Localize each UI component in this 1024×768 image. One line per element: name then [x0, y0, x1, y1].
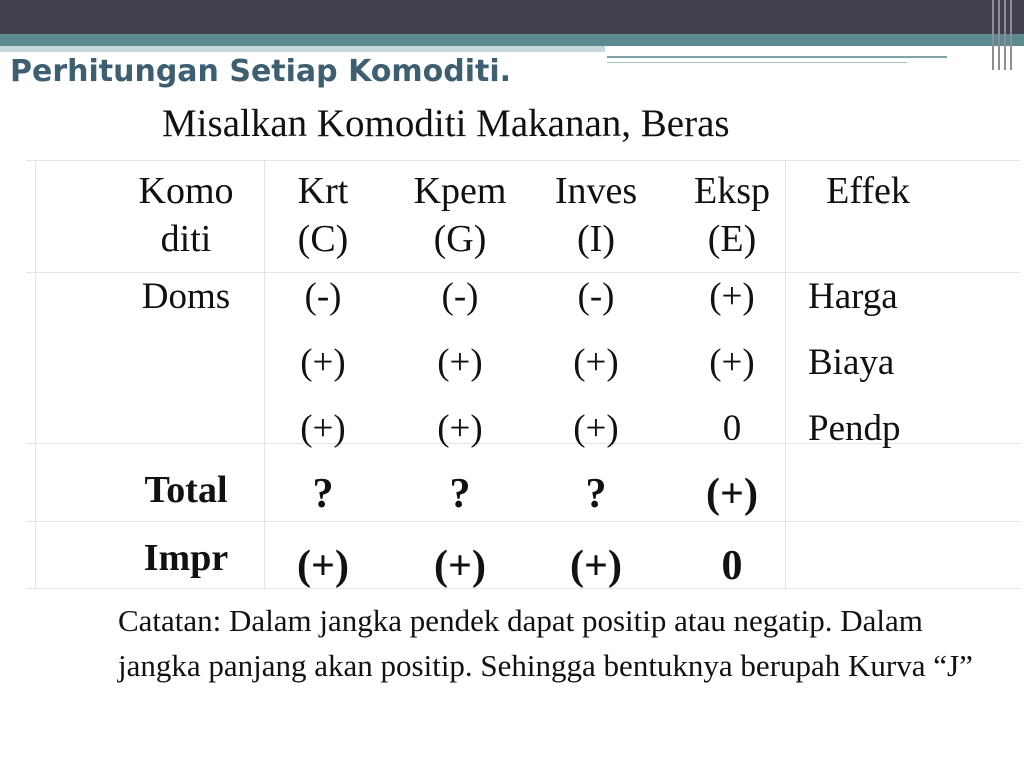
- table-cell: (+): [709, 342, 755, 383]
- header-rail: [992, 0, 994, 70]
- table-cell: (+): [570, 543, 622, 589]
- table-grid-line: [785, 160, 786, 590]
- header-line: Krt: [297, 170, 349, 212]
- row-label-impr: Impr: [143, 537, 229, 579]
- header-line: (I): [577, 218, 615, 260]
- header-line: Komo: [138, 170, 234, 212]
- header-line: Kpem: [413, 170, 507, 212]
- header-line: diti: [160, 218, 212, 260]
- footnote: Catatan: Dalam jangka pendek dapat positip atau negatip. Dalam jangka panjang akan positip. Sehingga bentuknya berupah Kurva “J”: [118, 603, 973, 683]
- table-cell: (+): [573, 342, 619, 383]
- header-bar-teal: [0, 34, 1024, 46]
- table-header-effek: [812, 167, 924, 215]
- header-line: Eksp: [694, 170, 770, 212]
- table-header-krt: [278, 167, 368, 263]
- effect-label: Harga: [808, 276, 898, 317]
- table-cell: (+): [297, 543, 349, 589]
- header-line: Inves: [554, 170, 638, 212]
- table-header-eksp: [680, 167, 784, 263]
- header-rail: [1004, 0, 1006, 70]
- table-cell: (+): [434, 543, 486, 589]
- table-cell: (+): [300, 342, 346, 383]
- effect-label: Pendp: [808, 408, 901, 449]
- slide-title: Perhitungan Setiap Komoditi.: [10, 54, 512, 89]
- header-bar-dark: [0, 0, 1024, 34]
- header-line: (G): [433, 218, 487, 260]
- table-grid-line: [35, 160, 36, 590]
- table-cell: 0: [722, 408, 742, 449]
- table-grid-line: [26, 588, 1020, 589]
- table-cell: 0: [721, 543, 743, 589]
- header-line: (E): [707, 218, 757, 260]
- header-accent-line: [607, 56, 947, 58]
- slide-subtitle: Misalkan Komoditi Makanan, Beras: [162, 102, 730, 145]
- table-cell: ?: [585, 471, 607, 517]
- table-header-commodity: [118, 167, 254, 263]
- table-grid-line: [26, 272, 1020, 273]
- table-cell: ?: [449, 471, 471, 517]
- row-label-doms: Doms: [141, 276, 231, 317]
- table-cell: (-): [441, 276, 479, 317]
- header-line: Effek: [826, 170, 910, 212]
- table-cell: (-): [304, 276, 342, 317]
- header-rail: [998, 0, 1000, 70]
- table-cell: (+): [437, 408, 483, 449]
- table-grid-line: [26, 521, 1020, 522]
- table-cell: (-): [577, 276, 615, 317]
- table-grid-line: [26, 160, 1020, 161]
- header-line: (C): [297, 218, 349, 260]
- header-accent-line: [607, 62, 907, 63]
- table-grid-line: [264, 160, 265, 590]
- table-cell: (+): [709, 276, 755, 317]
- table-cell: (+): [573, 408, 619, 449]
- header-rail: [1010, 0, 1012, 70]
- table-cell: (+): [300, 408, 346, 449]
- table-header-inves: [540, 167, 652, 263]
- table-cell: (+): [706, 471, 758, 517]
- table-cell: ?: [312, 471, 334, 517]
- table-cell: (+): [437, 342, 483, 383]
- effect-label: Biaya: [808, 342, 895, 383]
- table-header-kpem: [398, 167, 522, 263]
- row-label-total: Total: [144, 469, 228, 511]
